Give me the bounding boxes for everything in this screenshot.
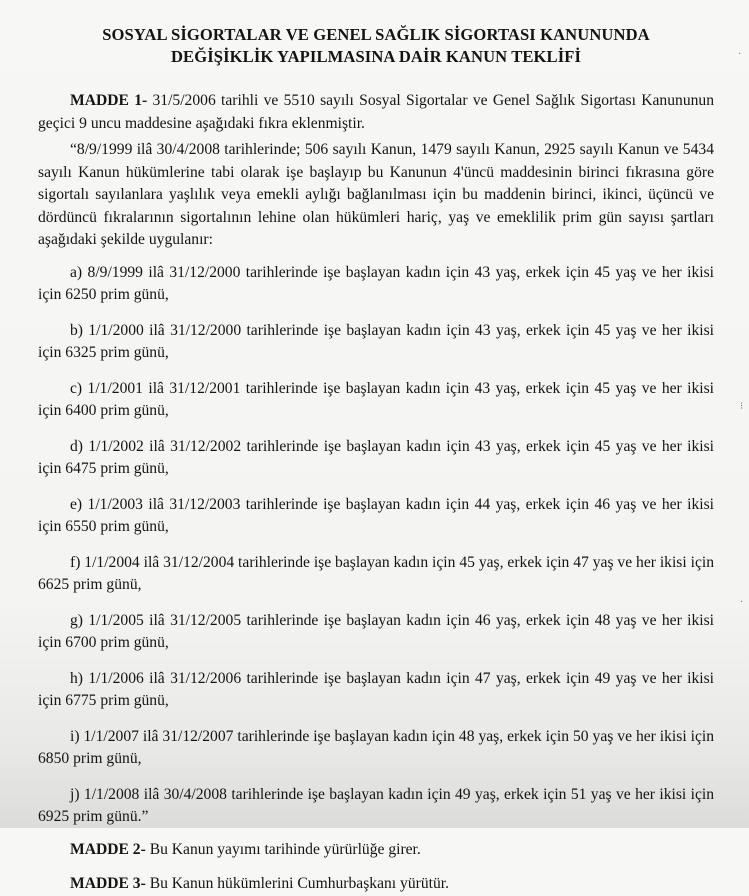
clause-f: f) 1/1/2004 ilâ 31/12/2004 tarihlerinde işe başlayan kadın için 45 yaş, erkek için 47 yaş ve her ikisi için 6625 prim günü,	[38, 553, 714, 593]
article-2	[38, 839, 714, 862]
clause-list	[38, 262, 714, 829]
clause-j: j) 1/1/2008 ilâ 30/4/2008 tarihlerinde işe başlayan kadın için 49 yaş, erkek için 51 yaş ve her ikisi için 6925 prim günü.”	[38, 785, 714, 825]
article-2-label: MADDE 2-	[70, 840, 146, 858]
list-item	[38, 668, 714, 713]
list-item	[38, 262, 714, 307]
document-page	[38, 14, 714, 896]
scan-artifact-mark: ⁝	[740, 401, 744, 412]
clause-d: d) 1/1/2002 ilâ 31/12/2002 tarihlerinde işe başlayan kadın için 43 yaş, erkek için 45 yaş ve her ikisi için 6475 prim günü,	[38, 437, 714, 477]
list-item	[38, 320, 714, 365]
list-item	[38, 494, 714, 539]
clause-i: i) 1/1/2007 ilâ 31/12/2007 tarihlerinde işe başlayan kadın için 48 yaş, erkek için 50 yaş ve her ikisi için 6850 prim günü,	[38, 727, 714, 767]
clause-h: h) 1/1/2006 ilâ 31/12/2006 tarihlerinde işe başlayan kadın için 47 yaş, erkek için 49 yaş ve her ikisi için 6775 prim günü,	[38, 669, 714, 709]
article-3-text: Bu Kanun hükümlerini Cumhurbaşkanı yürütür.	[145, 875, 449, 892]
list-item	[38, 378, 714, 423]
quoted-paragraph: “8/9/1999 ilâ 30/4/2008 tarihlerinde; 506 sayılı Kanun, 1479 sayılı Kanun, 2925 sayılı Kanun ve 5434 sayılı Kanun hükümlerine tabi olarak işe başlayıp bu Kanunun 4'üncü maddesinin birinci fıkrasına göre sigortalı sayılanlara yaşlılık veya emekli aylığı bağlanılması için bu maddenin birinci, ikinci, üçüncü ve dördüncü fıkralarının sigortalının lehine olan hükümleri hariç, yaş ve emeklilik prim gün sayısı şartları aşağıdaki şekilde uygulanır:	[38, 141, 714, 248]
article-2-text: Bu Kanun yayımı tarihinde yürürlüğe girer.	[145, 840, 421, 858]
clause-b: b) 1/1/2000 ilâ 31/12/2000 tarihlerinde işe başlayan kadın için 43 yaş, erkek için 45 yaş ve her ikisi için 6325 prim günü,	[38, 321, 714, 361]
list-item	[38, 726, 714, 771]
article-1-label: MADDE 1-	[70, 92, 148, 109]
clause-a: a) 8/9/1999 ilâ 31/12/2000 tarihlerinde işe başlayan kadın için 43 yaş, erkek için 45 yaş ve her ikisi için 6250 prim günü,	[38, 263, 714, 303]
list-item	[38, 610, 714, 655]
list-item	[38, 552, 714, 597]
article-1-text: 31/5/2006 tarihli ve 5510 sayılı Sosyal Sigortalar ve Genel Sağlık Sigortası Kanununun geçici 9 uncu maddesine aşağıdaki fıkra eklenmiştir.	[38, 92, 715, 132]
clause-e: e) 1/1/2003 ilâ 31/12/2003 tarihlerinde işe başlayan kadın için 44 yaş, erkek için 46 yaş ve her ikisi için 6550 prim günü,	[38, 495, 714, 535]
clause-g: g) 1/1/2005 ilâ 31/12/2005 tarihlerinde işe başlayan kadın için 46 yaş, erkek için 48 yaş ve her ikisi için 6700 prim günü,	[38, 611, 714, 651]
scan-artifact-mark: ·	[740, 597, 744, 608]
article-3-label: MADDE 3-	[70, 875, 146, 892]
title-line-2: DEĞİŞİKLİK YAPILMASINA DAİR KANUN TEKLİFİ	[170, 47, 582, 66]
article-1	[38, 90, 714, 135]
clause-c: c) 1/1/2001 ilâ 31/12/2001 tarihlerinde işe başlayan kadın için 43 yaş, erkek için 45 yaş ve her ikisi için 6400 prim günü,	[38, 379, 714, 419]
list-item	[38, 784, 714, 829]
list-item	[38, 436, 714, 481]
title-line-1: SOSYAL SİGORTALAR VE GENEL SAĞLIK SİGORTASI KANUNUNDA	[102, 25, 650, 44]
document-title	[38, 24, 714, 68]
article-3	[38, 873, 714, 896]
scan-artifact-mark: ·	[738, 49, 742, 60]
